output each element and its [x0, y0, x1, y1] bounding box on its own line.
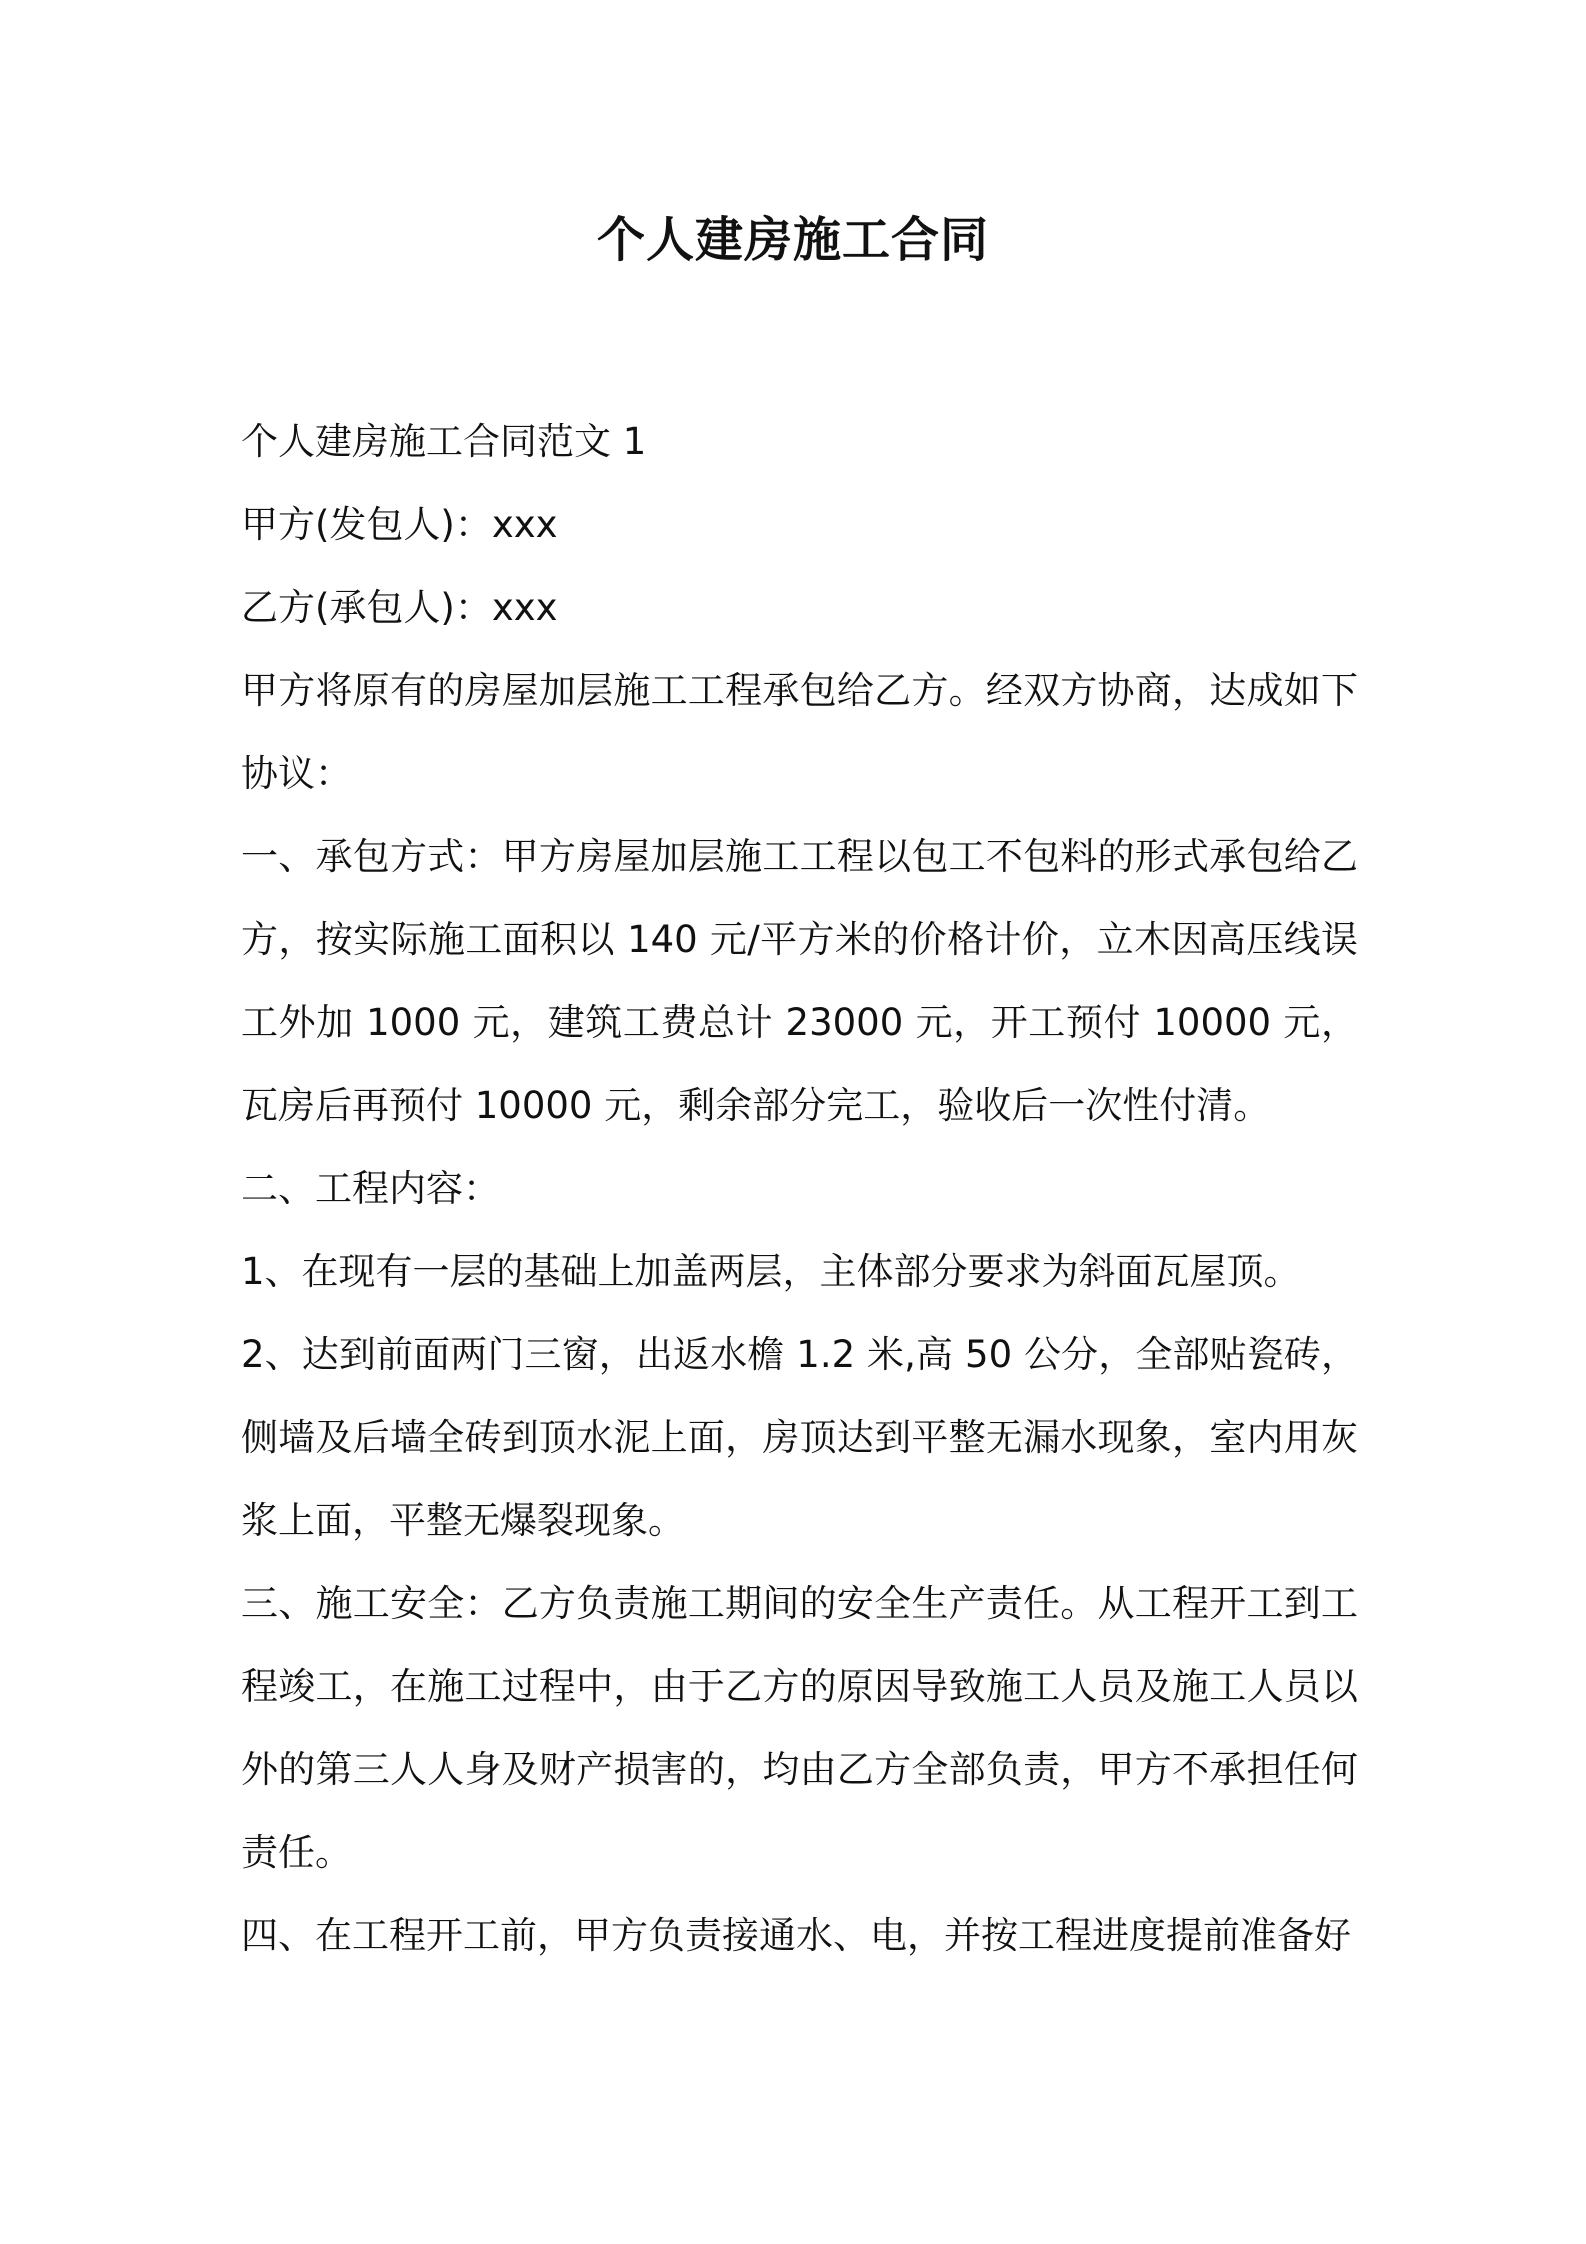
- document-body: [241, 400, 1358, 1977]
- paragraph-clause-2: 二、工程内容：: [241, 1167, 500, 1210]
- paragraph-party-a: 甲方(发包人)：xxx: [241, 503, 558, 546]
- paragraph-heading: 个人建房施工合同范文 1: [241, 420, 647, 463]
- paragraph-intro: 甲方将原有的房屋加层施工工程承包给乙方。经双方协商，达成如下协议：: [241, 669, 1358, 795]
- paragraph-clause-2-item-2: 2、达到前面两门三窗，出返水檐 1.2 米,高 50 公分，全部贴瓷砖，侧墙及后墙全砖到顶水泥上面，房顶达到平整无漏水现象，室内用灰浆上面，平整无爆裂现象。: [241, 1333, 1358, 1542]
- document-title: 个人建房施工合同: [596, 212, 989, 268]
- paragraph-clause-4: 四、在工程开工前，甲方负责接通水、电，并按工程进度提前准备好: [241, 1914, 1351, 1957]
- paragraph-clause-1: 一、承包方式：甲方房屋加层施工工程以包工不包料的形式承包给乙方，按实际施工面积以 140 元/平方米的价格计价，立木因高压线误工外加 1000 元，建筑工费总计 23000 元，开工预付 10000 元，瓦房后再预付 10000 元，剩余部分完工，验收后一次性付清。: [241, 835, 1358, 1127]
- paragraph-clause-2-item-1: 1、在现有一层的基础上加盖两层，主体部分要求为斜面瓦屋顶。: [241, 1250, 1301, 1293]
- paragraph-party-b: 乙方(承包人)：xxx: [241, 586, 558, 629]
- paragraph-clause-3: 三、施工安全：乙方负责施工期间的安全生产责任。从工程开工到工程竣工，在施工过程中，由于乙方的原因导致施工人员及施工人员以外的第三人人身及财产损害的，均由乙方全部负责，甲方不承担任何责任。: [241, 1582, 1358, 1874]
